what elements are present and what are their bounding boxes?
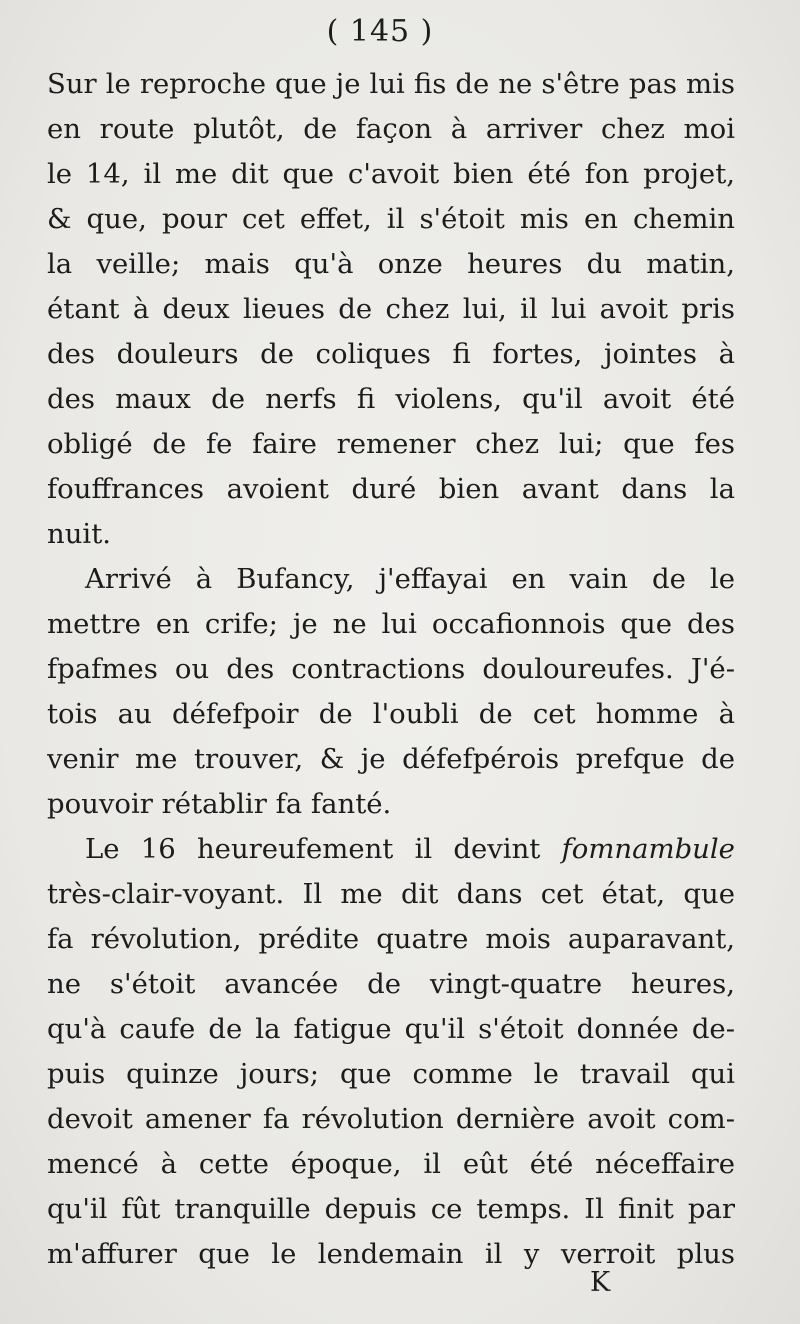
text-line: le 14, il me dit que c'avoit bien été fon projet, [47, 158, 735, 190]
text-line: des maux de nerfs fi violens, qu'il avoit été [47, 383, 735, 415]
page-number: ( 145 ) [326, 14, 434, 49]
text-line: en route plutôt, de façon à arriver chez moi [47, 113, 735, 145]
text-line: qu'à caufe de la fatigue qu'il s'étoit donnée de- [47, 1013, 735, 1045]
text-line: venir me trouver, & je défefpérois prefque de [47, 743, 735, 775]
text-line: tois au défefpoir de l'oubli de cet homme à [47, 698, 735, 730]
text-line: devoit amener fa révolution dernière avoit com- [47, 1103, 735, 1135]
text-line: fouffrances avoient duré bien avant dans la [47, 473, 735, 505]
text-line: fpafmes ou des contractions douloureufes. J'é- [47, 653, 735, 685]
text-line-with-italic [47, 827, 735, 872]
text-line: nuit. [47, 518, 112, 550]
text-line: mencé à cette époque, il eût été néceffaire [47, 1148, 735, 1180]
text-line: Sur le reproche que je lui fis de ne s'être pas mis [47, 68, 735, 100]
text-line: pouvoir rétablir fa fanté. [47, 788, 392, 820]
text-line: très-clair-voyant. Il me dit dans cet état, que [47, 878, 735, 910]
text-line: fa révolution, prédite quatre mois auparavant, [47, 923, 735, 955]
text-line: & que, pour cet effet, il s'étoit mis en chemin [47, 203, 735, 235]
text-line: mettre en crife; je ne lui occafionnois que des [47, 608, 735, 640]
line-prefix: Le 16 [85, 833, 176, 865]
text-line: qu'il fût tranquille depuis ce temps. Il finit par [47, 1193, 735, 1225]
text-line: étant à deux lieues de chez lui, il lui avoit pris [47, 293, 735, 325]
italic-word: fomnambule [561, 833, 735, 865]
text-line: la veille; mais qu'à onze heures du matin, [47, 248, 735, 280]
signature-mark: K [590, 1267, 611, 1298]
text-line: des douleurs de coliques fi fortes, jointes à [47, 338, 735, 370]
text-line: puis quinze jours; que comme le travail qui [47, 1058, 735, 1090]
text-line: Arrivé à Bufancy, j'effayai en vain de le [85, 563, 735, 595]
text-line: ne s'étoit avancée de vingt-quatre heures, [47, 968, 735, 1000]
body-text [47, 62, 735, 1277]
text-line: m'affurer que le lendemain il y verroit plus [47, 1238, 735, 1270]
text-line: obligé de fe faire remener chez lui; que fes [47, 428, 735, 460]
line-middle: heureufement il devint [196, 833, 541, 865]
